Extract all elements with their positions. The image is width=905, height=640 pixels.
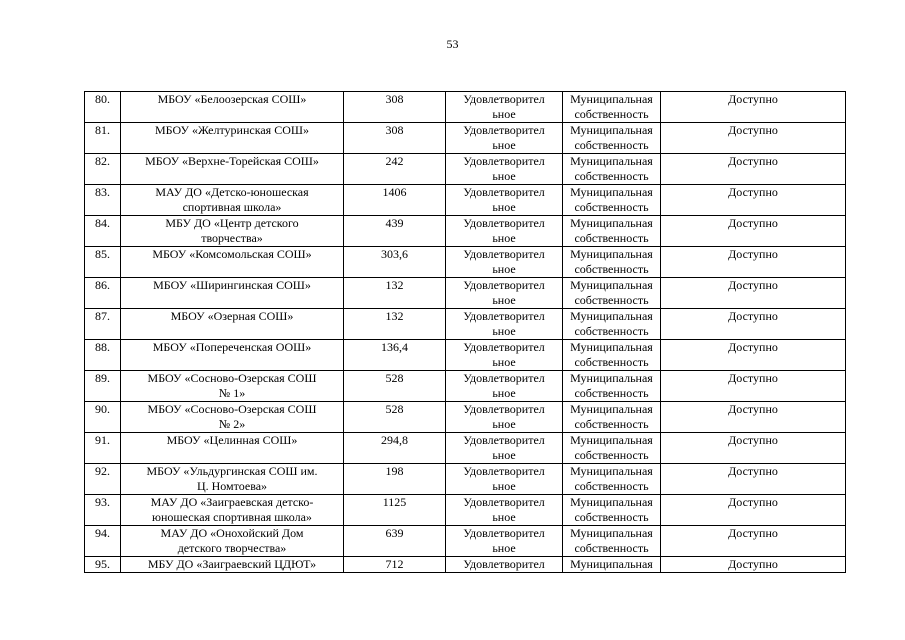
institution-name-line: детского творчества»: [177, 541, 287, 555]
institution-name-line: № 1»: [218, 386, 246, 400]
condition-cell: [446, 216, 563, 247]
condition-line: Удовлетворител: [463, 123, 545, 137]
condition-line: ьное: [492, 386, 516, 400]
table-row: [85, 557, 846, 573]
access-cell: Доступно: [661, 526, 846, 557]
row-number-cell: 92.: [85, 464, 121, 495]
institution-name-cell: [121, 340, 344, 371]
ownership-line: Муниципальная: [570, 433, 653, 447]
ownership-line: Муниципальная: [570, 526, 653, 540]
row-number-cell: 84.: [85, 216, 121, 247]
condition-line: Удовлетворител: [463, 185, 545, 199]
institution-name-cell: [121, 247, 344, 278]
access-cell: Доступно: [661, 278, 846, 309]
area-cell: 1125: [344, 495, 446, 526]
ownership-line: Муниципальная: [570, 402, 653, 416]
institution-name-line: МБОУ «Комсомольская СОШ»: [152, 247, 312, 261]
ownership-line: Муниципальная: [570, 557, 653, 571]
area-cell: 136,4: [344, 340, 446, 371]
condition-cell: [446, 340, 563, 371]
condition-line: Удовлетворител: [463, 464, 545, 478]
institution-name-line: МБОУ «Целинная СОШ»: [166, 433, 298, 447]
ownership-cell: [563, 402, 661, 433]
ownership-line: Муниципальная: [570, 371, 653, 385]
condition-line: Удовлетворител: [463, 557, 545, 571]
ownership-line: собственность: [574, 107, 649, 121]
institution-name-cell: [121, 464, 344, 495]
ownership-cell: [563, 309, 661, 340]
ownership-line: Муниципальная: [570, 247, 653, 261]
table-row: [85, 371, 846, 402]
condition-line: ьное: [492, 448, 516, 462]
condition-line: Удовлетворител: [463, 309, 545, 323]
access-cell: Доступно: [661, 123, 846, 154]
ownership-line: собственность: [574, 293, 649, 307]
condition-cell: [446, 464, 563, 495]
row-number-cell: 80.: [85, 92, 121, 123]
condition-line: ьное: [492, 510, 516, 524]
row-number-cell: 94.: [85, 526, 121, 557]
ownership-line: собственность: [574, 138, 649, 152]
condition-line: Удовлетворител: [463, 340, 545, 354]
condition-cell: [446, 309, 563, 340]
table-row: [85, 92, 846, 123]
institution-name-line: МАУ ДО «Онохойский Дом: [160, 526, 304, 540]
row-number-cell: 82.: [85, 154, 121, 185]
institution-name-line: МБОУ «Ульдургинская СОШ им.: [146, 464, 318, 478]
ownership-line: собственность: [574, 231, 649, 245]
condition-line: Удовлетворител: [463, 216, 545, 230]
institution-name-cell: [121, 371, 344, 402]
access-cell: Доступно: [661, 309, 846, 340]
institution-name-line: творчества»: [201, 231, 263, 245]
institution-name-cell: [121, 216, 344, 247]
condition-line: Удовлетворител: [463, 495, 545, 509]
row-number-cell: 85.: [85, 247, 121, 278]
page-number: 53: [446, 37, 459, 51]
row-number-cell: 87.: [85, 309, 121, 340]
condition-line: ьное: [492, 231, 516, 245]
ownership-cell: [563, 92, 661, 123]
ownership-line: собственность: [574, 262, 649, 276]
table-row: [85, 185, 846, 216]
condition-cell: [446, 92, 563, 123]
condition-cell: [446, 557, 563, 573]
ownership-line: Муниципальная: [570, 495, 653, 509]
condition-line: ьное: [492, 138, 516, 152]
area-cell: 303,6: [344, 247, 446, 278]
table-row: [85, 526, 846, 557]
ownership-line: Муниципальная: [570, 154, 653, 168]
row-number-cell: 95.: [85, 557, 121, 573]
institution-name-line: МБУ ДО «Заиграевский ЦДЮТ»: [147, 557, 317, 571]
condition-cell: [446, 278, 563, 309]
condition-line: ьное: [492, 200, 516, 214]
institution-name-cell: [121, 433, 344, 464]
institution-name-line: МБОУ «Ширингинская СОШ»: [153, 278, 311, 292]
ownership-line: собственность: [574, 169, 649, 183]
ownership-line: Муниципальная: [570, 278, 653, 292]
ownership-line: Муниципальная: [570, 309, 653, 323]
condition-line: ьное: [492, 169, 516, 183]
institution-name-line: юношеская спортивная школа»: [152, 510, 312, 524]
institution-name-line: № 2»: [218, 417, 246, 431]
institution-name-cell: [121, 92, 344, 123]
table-body: [85, 92, 846, 573]
condition-line: ьное: [492, 541, 516, 555]
ownership-line: собственность: [574, 324, 649, 338]
condition-line: Удовлетворител: [463, 92, 545, 106]
ownership-cell: [563, 433, 661, 464]
condition-line: ьное: [492, 355, 516, 369]
condition-cell: [446, 371, 563, 402]
table-row: [85, 278, 846, 309]
institution-name-line: МБОУ «Верхне-Торейская СОШ»: [145, 154, 319, 168]
institution-name-cell: [121, 154, 344, 185]
institution-name-cell: [121, 526, 344, 557]
condition-line: Удовлетворител: [463, 154, 545, 168]
condition-line: Удовлетворител: [463, 278, 545, 292]
ownership-line: Муниципальная: [570, 123, 653, 137]
access-cell: Доступно: [661, 402, 846, 433]
table-row: [85, 402, 846, 433]
table-row: [85, 216, 846, 247]
condition-cell: [446, 495, 563, 526]
condition-line: ьное: [492, 417, 516, 431]
condition-line: ьное: [492, 262, 516, 276]
table-row: [85, 433, 846, 464]
ownership-line: собственность: [574, 479, 649, 493]
area-cell: 712: [344, 557, 446, 573]
table-row: [85, 340, 846, 371]
access-cell: Доступно: [661, 247, 846, 278]
row-number-cell: 93.: [85, 495, 121, 526]
access-cell: Доступно: [661, 92, 846, 123]
ownership-line: Муниципальная: [570, 216, 653, 230]
condition-line: Удовлетворител: [463, 402, 545, 416]
institution-name-line: МБУ ДО «Центр детского: [165, 216, 299, 230]
facilities-table: [84, 91, 846, 573]
area-cell: 528: [344, 402, 446, 433]
access-cell: Доступно: [661, 216, 846, 247]
ownership-line: собственность: [574, 355, 649, 369]
access-cell: Доступно: [661, 340, 846, 371]
area-cell: 132: [344, 309, 446, 340]
row-number-cell: 81.: [85, 123, 121, 154]
row-number-cell: 90.: [85, 402, 121, 433]
ownership-cell: [563, 557, 661, 573]
row-number-cell: 89.: [85, 371, 121, 402]
institution-name-cell: [121, 309, 344, 340]
institution-name-line: МБОУ «Сосново-Озерская СОШ: [147, 402, 317, 416]
ownership-cell: [563, 464, 661, 495]
access-cell: Доступно: [661, 154, 846, 185]
ownership-cell: [563, 154, 661, 185]
condition-cell: [446, 433, 563, 464]
area-cell: 294,8: [344, 433, 446, 464]
table-row: [85, 309, 846, 340]
condition-cell: [446, 402, 563, 433]
condition-line: ьное: [492, 324, 516, 338]
ownership-cell: [563, 278, 661, 309]
ownership-line: собственность: [574, 417, 649, 431]
institution-name-cell: [121, 402, 344, 433]
institution-name-line: МАУ ДО «Заиграевская детско-: [150, 495, 314, 509]
ownership-cell: [563, 371, 661, 402]
ownership-cell: [563, 123, 661, 154]
ownership-cell: [563, 526, 661, 557]
ownership-cell: [563, 247, 661, 278]
area-cell: 242: [344, 154, 446, 185]
area-cell: 198: [344, 464, 446, 495]
ownership-line: собственность: [574, 448, 649, 462]
table-row: [85, 464, 846, 495]
institution-name-line: спортивная школа»: [182, 200, 282, 214]
condition-line: Удовлетворител: [463, 526, 545, 540]
institution-name-line: МБОУ «Сосново-Озерская СОШ: [147, 371, 317, 385]
institution-name-cell: [121, 495, 344, 526]
table-row: [85, 123, 846, 154]
institution-name-line: МБОУ «Попереченская ООШ»: [152, 340, 312, 354]
ownership-line: собственность: [574, 510, 649, 524]
access-cell: Доступно: [661, 371, 846, 402]
institution-name-cell: [121, 278, 344, 309]
condition-line: Удовлетворител: [463, 371, 545, 385]
condition-cell: [446, 154, 563, 185]
ownership-line: Муниципальная: [570, 464, 653, 478]
access-cell: Доступно: [661, 433, 846, 464]
access-cell: Доступно: [661, 557, 846, 573]
condition-line: ьное: [492, 479, 516, 493]
area-cell: 308: [344, 92, 446, 123]
institution-name-line: Ц. Номтоева»: [196, 479, 268, 493]
access-cell: Доступно: [661, 464, 846, 495]
condition-cell: [446, 526, 563, 557]
ownership-cell: [563, 340, 661, 371]
ownership-line: Муниципальная: [570, 185, 653, 199]
ownership-line: Муниципальная: [570, 92, 653, 106]
access-cell: Доступно: [661, 185, 846, 216]
table-row: [85, 247, 846, 278]
institution-name-line: МАУ ДО «Детско-юношеская: [155, 185, 309, 199]
area-cell: 308: [344, 123, 446, 154]
ownership-cell: [563, 495, 661, 526]
institution-name-line: МБОУ «Белоозерская СОШ»: [157, 92, 307, 106]
table-row: [85, 154, 846, 185]
ownership-line: собственность: [574, 200, 649, 214]
area-cell: 132: [344, 278, 446, 309]
access-cell: Доступно: [661, 495, 846, 526]
area-cell: 528: [344, 371, 446, 402]
ownership-line: собственность: [574, 386, 649, 400]
table-row: [85, 495, 846, 526]
row-number-cell: 91.: [85, 433, 121, 464]
condition-line: ьное: [492, 293, 516, 307]
ownership-line: собственность: [574, 541, 649, 555]
institution-name-line: МБОУ «Озерная СОШ»: [170, 309, 294, 323]
area-cell: 439: [344, 216, 446, 247]
ownership-cell: [563, 185, 661, 216]
condition-cell: [446, 185, 563, 216]
condition-cell: [446, 247, 563, 278]
institution-name-line: МБОУ «Желтуринская СОШ»: [155, 123, 309, 137]
row-number-cell: 83.: [85, 185, 121, 216]
institution-name-cell: [121, 123, 344, 154]
institution-name-cell: [121, 185, 344, 216]
row-number-cell: 86.: [85, 278, 121, 309]
row-number-cell: 88.: [85, 340, 121, 371]
ownership-line: Муниципальная: [570, 340, 653, 354]
condition-line: ьное: [492, 107, 516, 121]
ownership-cell: [563, 216, 661, 247]
condition-cell: [446, 123, 563, 154]
institution-name-cell: [121, 557, 344, 573]
area-cell: 1406: [344, 185, 446, 216]
condition-line: Удовлетворител: [463, 247, 545, 261]
area-cell: 639: [344, 526, 446, 557]
condition-line: Удовлетворител: [463, 433, 545, 447]
